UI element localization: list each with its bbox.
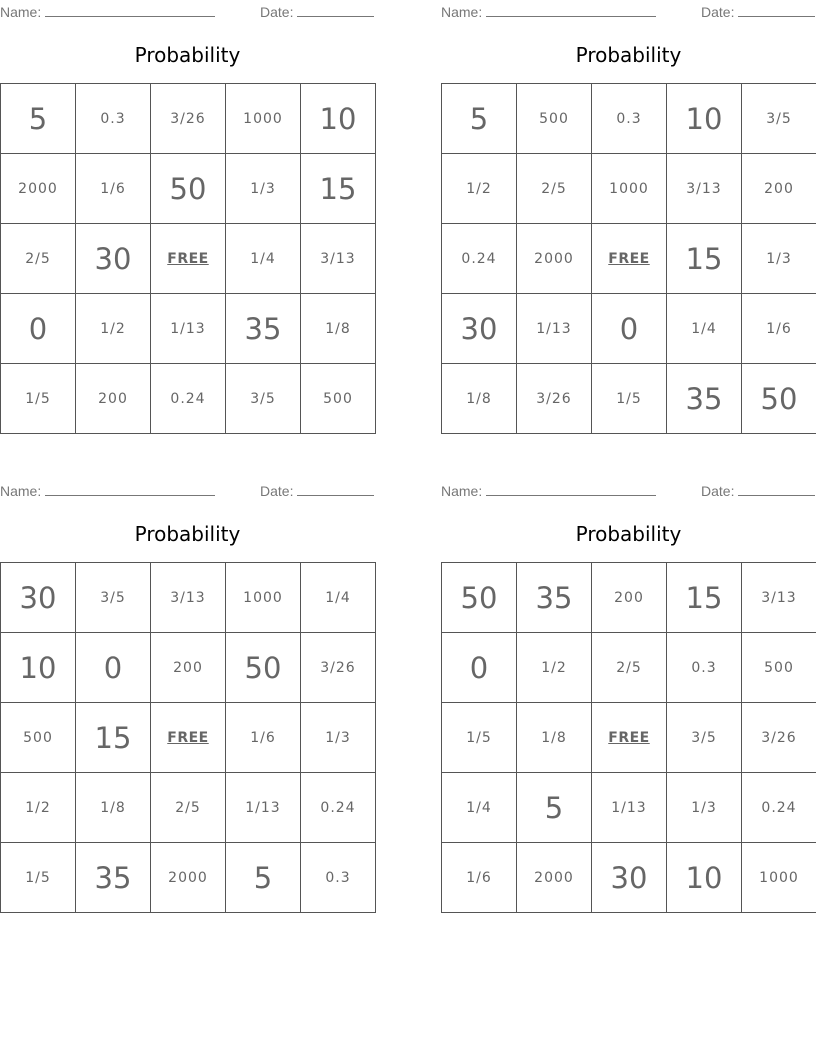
name-label: Name: [0,4,42,20]
grid-cell: 35 [517,563,592,633]
grid-row [442,773,816,843]
grid-cell: 0 [592,294,667,364]
date-line [701,482,815,499]
grid-cell: 10 [667,843,742,913]
grid-cell: 1/6 [442,843,517,913]
grid-cell: 50 [742,364,816,434]
grid-cell: 1/5 [1,364,76,434]
grid-row [442,633,816,703]
grid-cell: 3/26 [517,364,592,434]
bingo-grid [0,83,376,434]
grid-cell: 500 [742,633,816,703]
grid-cell: 10 [1,633,76,703]
grid-cell: 0 [1,294,76,364]
name-blank [45,482,215,496]
grid-cell: 1/2 [442,154,517,224]
grid-cell: 30 [442,294,517,364]
grid-row [1,563,376,633]
bingo-grid [441,562,816,913]
grid-cell: 3/5 [226,364,301,434]
name-blank [45,3,215,17]
date-blank [738,3,815,17]
date-blank [297,3,374,17]
grid-cell: 1/4 [667,294,742,364]
bingo-card [441,479,816,919]
grid-cell: 1/13 [592,773,667,843]
grid-cell: 1/5 [442,703,517,773]
grid-cell: 1/13 [151,294,226,364]
grid-cell: 2/5 [151,773,226,843]
grid-cell: 0.24 [742,773,816,843]
date-label: Date: [701,483,735,499]
grid-cell: 3/26 [151,84,226,154]
grid-row [1,154,376,224]
grid-cell: 1/8 [301,294,376,364]
grid-row [1,773,376,843]
card-title: Probability [575,522,682,546]
name-label: Name: [441,483,483,499]
grid-row [1,364,376,434]
grid-cell: 30 [1,563,76,633]
grid-cell: 1/3 [226,154,301,224]
card-title: Probability [575,43,682,67]
card-title: Probability [134,522,241,546]
grid-row [442,703,816,773]
grid-cell: 3/5 [742,84,816,154]
grid-cell: 1/4 [301,563,376,633]
grid-cell: 15 [301,154,376,224]
grid-cell: 1000 [226,563,301,633]
grid-cell: 1/2 [517,633,592,703]
grid-cell: 5 [1,84,76,154]
bingo-grid [441,83,816,434]
grid-cell: 1/5 [1,843,76,913]
grid-cell: 3/13 [742,563,816,633]
grid-row [1,633,376,703]
free-space-cell: FREE [151,703,226,773]
name-line [441,482,656,499]
date-line [260,482,374,499]
grid-cell: 1/6 [742,294,816,364]
grid-cell: 35 [226,294,301,364]
grid-cell: 1/6 [76,154,151,224]
grid-cell: 50 [442,563,517,633]
grid-cell: 15 [76,703,151,773]
card-title: Probability [134,43,241,67]
grid-cell: 2/5 [592,633,667,703]
grid-cell: 1/3 [301,703,376,773]
grid-row [1,294,376,364]
name-line [0,482,215,499]
grid-cell: 2000 [1,154,76,224]
grid-cell: 1/5 [592,364,667,434]
grid-row [442,843,816,913]
grid-cell: 5 [442,84,517,154]
grid-cell: 1/3 [667,773,742,843]
grid-cell: 3/13 [301,224,376,294]
grid-cell: 2/5 [1,224,76,294]
grid-cell: 1/13 [226,773,301,843]
grid-row [1,843,376,913]
date-label: Date: [260,4,294,20]
grid-cell: 1/13 [517,294,592,364]
grid-cell: 0.24 [301,773,376,843]
date-label: Date: [701,4,735,20]
grid-cell: 2000 [151,843,226,913]
grid-row [442,224,816,294]
grid-cell: 1/2 [1,773,76,843]
free-space-cell: FREE [592,224,667,294]
name-line [0,3,215,20]
grid-row [442,154,816,224]
grid-cell: 35 [76,843,151,913]
name-label: Name: [441,4,483,20]
grid-row [1,703,376,773]
free-space-cell: FREE [151,224,226,294]
grid-cell: 500 [301,364,376,434]
grid-cell: 3/26 [742,703,816,773]
grid-cell: 3/13 [667,154,742,224]
grid-cell: 200 [76,364,151,434]
grid-cell: 35 [667,364,742,434]
grid-cell: 2/5 [517,154,592,224]
grid-cell: 500 [517,84,592,154]
grid-row [442,294,816,364]
grid-cell: 1000 [742,843,816,913]
grid-cell: 3/5 [76,563,151,633]
grid-cell: 1000 [226,84,301,154]
grid-cell: 30 [76,224,151,294]
date-label: Date: [260,483,294,499]
grid-cell: 3/5 [667,703,742,773]
grid-cell: 0.3 [592,84,667,154]
grid-row [442,364,816,434]
grid-cell: 3/26 [301,633,376,703]
grid-row [442,563,816,633]
grid-cell: 50 [226,633,301,703]
bingo-card [0,0,375,440]
bingo-grid [0,562,376,913]
grid-cell: 0.24 [442,224,517,294]
date-blank [297,482,374,496]
grid-cell: 10 [667,84,742,154]
bingo-card [0,479,375,919]
grid-cell: 200 [742,154,816,224]
grid-cell: 30 [592,843,667,913]
grid-cell: 5 [517,773,592,843]
grid-cell: 1/4 [226,224,301,294]
name-blank [486,482,656,496]
grid-cell: 3/13 [151,563,226,633]
name-label: Name: [0,483,42,499]
grid-row [1,224,376,294]
grid-cell: 5 [226,843,301,913]
grid-cell: 0.3 [667,633,742,703]
grid-cell: 1/2 [76,294,151,364]
grid-cell: 1/8 [76,773,151,843]
name-blank [486,3,656,17]
grid-cell: 0.24 [151,364,226,434]
grid-cell: 200 [151,633,226,703]
grid-cell: 2000 [517,224,592,294]
name-line [441,3,656,20]
date-line [260,3,374,20]
grid-row [442,84,816,154]
grid-cell: 1/6 [226,703,301,773]
grid-cell: 50 [151,154,226,224]
grid-row [1,84,376,154]
bingo-card [441,0,816,440]
grid-cell: 15 [667,224,742,294]
grid-cell: 1/4 [442,773,517,843]
grid-cell: 1/3 [742,224,816,294]
date-line [701,3,815,20]
grid-cell: 1/8 [517,703,592,773]
grid-cell: 1/8 [442,364,517,434]
free-space-cell: FREE [592,703,667,773]
grid-cell: 2000 [517,843,592,913]
date-blank [738,482,815,496]
grid-cell: 200 [592,563,667,633]
grid-cell: 500 [1,703,76,773]
grid-cell: 0.3 [76,84,151,154]
grid-cell: 15 [667,563,742,633]
grid-cell: 0 [76,633,151,703]
grid-cell: 10 [301,84,376,154]
grid-cell: 0 [442,633,517,703]
grid-cell: 1000 [592,154,667,224]
grid-cell: 0.3 [301,843,376,913]
